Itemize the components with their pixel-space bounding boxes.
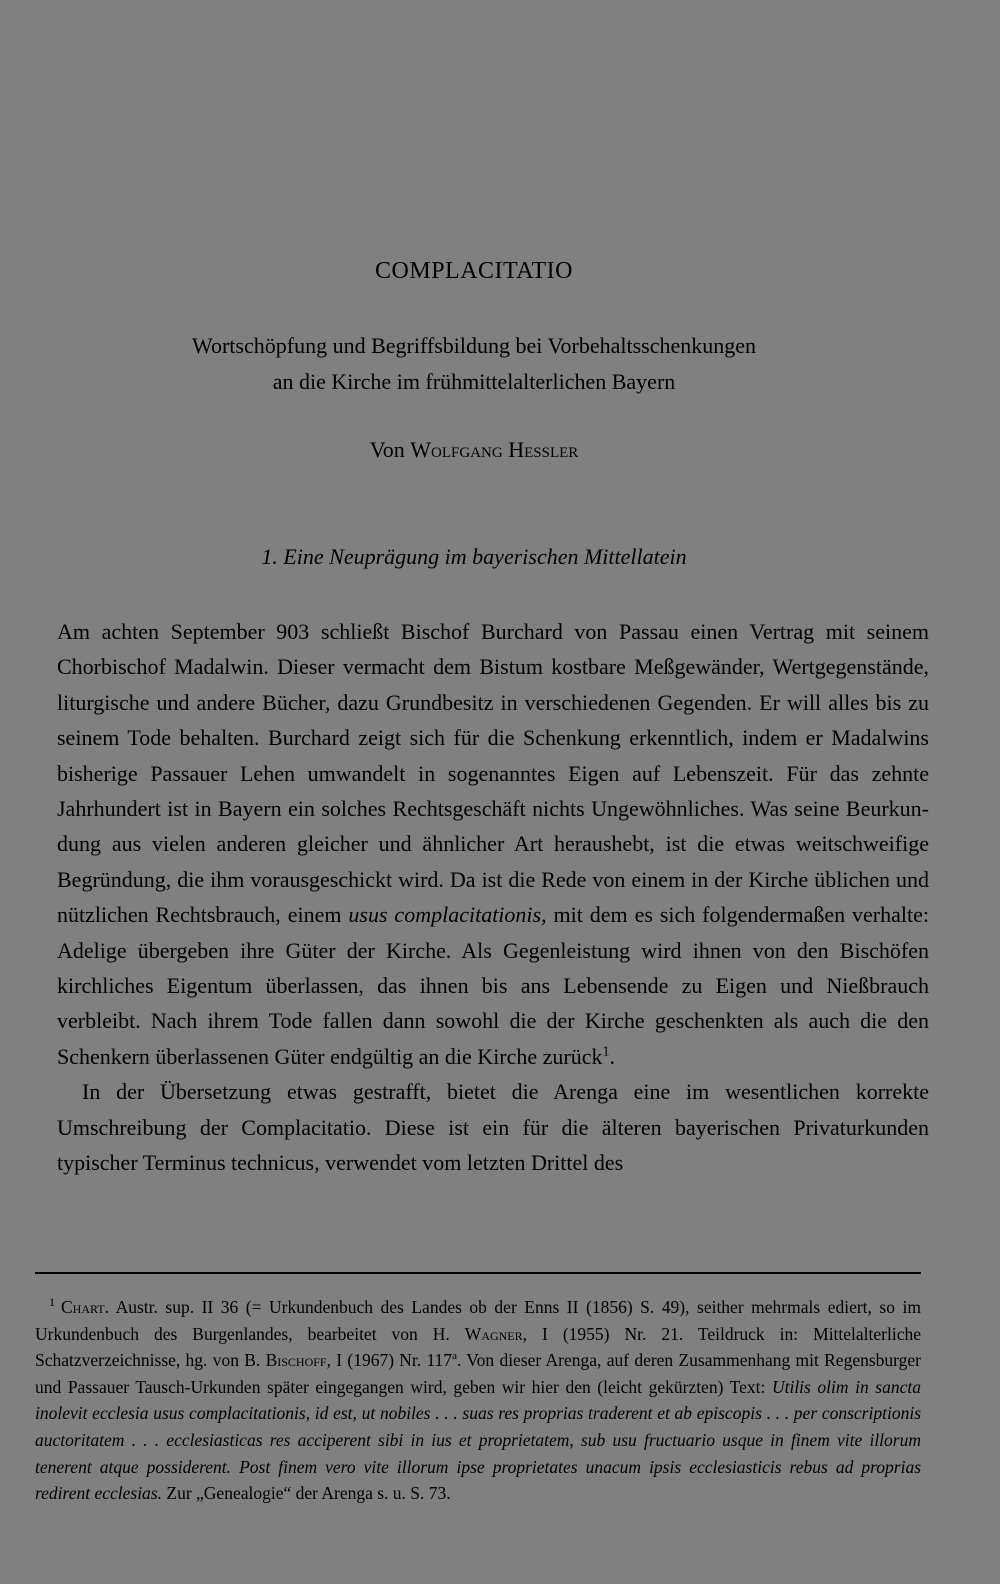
footnote-text-4: . Von dieser Arenga, auf deren Zusammenhang mit Regensburger und Passauer Tausch-Urkunden später eingegangen wird, geben wir hier den (leicht gekürzten) Text: — [35, 1350, 922, 1397]
footnote-reference[interactable]: 1 — [602, 1044, 610, 1060]
paragraph-1-text-a: Am achten September 903 schließt Bischof Burchard von Passau einen Vertrag mit seinem Chorbischof Madalwin. Dieser vermacht dem Bistum kostbare Meßgewänder, Wertgegenstände, liturgische und andere Bücher, dazu Grundbesitz in verschiedenen Gegenden. Er will alles bis zu seinem Tode behalten. Burchard zeigt sich für die Schenkung erkenntlich, indem er Madalwins bisherige Passauer Lehen umwandelt in sogenanntes Eigen auf Lebenszeit. Für das zehnte Jahrhundert ist in Bayern ein solches Rechtsgeschäft nichts Ungewöhnliches. Was seine Beurkundung aus vielen anderen gleicher und ähnlicher Art heraushebt, ist die etwas weitschweifige Begründung, die ihm vorausgeschickt wird. Da ist die Rede von einem in der Kirche üblichen und nützlichen Rechtsbrauch, einem — [57, 619, 929, 928]
author-prefix: Von — [369, 437, 405, 462]
footnote-author-wagner: Wagner — [464, 1323, 523, 1344]
subtitle-line-2: an die Kirche im frühmittelalterlichen Bayern — [272, 369, 676, 394]
footnote-text-1: Austr. sup. II 36 (= Urkundenbuch des Landes ob der Enns II (1856) S. 49), seither mehrmals ediert, so im Urkundenbuch des Burgenlandes, bearbeitet von H. — [35, 1297, 921, 1344]
footnote-divider — [35, 1272, 921, 1274]
footnote-text-3: , I (1967) Nr. 117 — [326, 1350, 453, 1371]
article-subtitle — [0, 328, 948, 400]
author-line — [0, 437, 948, 463]
body-text — [57, 614, 929, 1181]
author-name: Wolfgang Hessler — [410, 437, 579, 462]
subtitle-line-1: Wortschöpfung und Begriffsbildung bei Vorbehaltsschenkungen — [191, 333, 757, 358]
paragraph-1 — [57, 614, 929, 1074]
footnote-1 — [35, 1294, 921, 1507]
paragraph-2: In der Übersetzung etwas gestrafft, bietet die Arenga eine im wesentlichen korrekte Umschreibung der Complacitatio. Diese ist ein für die älteren bayerischen Privaturkunden typischer Terminus technicus, verwendet vom letzten Drittel des — [57, 1079, 929, 1176]
footnote-number: 1 — [49, 1295, 55, 1310]
footnote-text-2: , I (1955) Nr. 21. Teildruck in: Mittelalterliche Schatzverzeichnisse, hg. von B. — [35, 1323, 922, 1371]
paragraph-1-end: . — [609, 1043, 616, 1069]
footnote-chart-abbrev: Chart. — [61, 1297, 109, 1317]
footnote-author-bischoff: Bischoff — [265, 1350, 327, 1371]
paragraph-1-text-b: mit dem es sich folgendermaßen verhalte: Adelige übergeben ihre Güter der Kirche. Als Gegenleistung wird ihnen von den Bischöfen kirchliches Eigentum überlassen, das ihnen bis ans Lebensende zu Eigen und Nießbrauch verbleibt. Nach ihrem Tode fallen dann sowohl die der Kirche geschenkten als auch die den Schenkern überlassenen Güter endgültig an die Kirche zurück — [57, 902, 929, 1069]
article-title: COMPLACITATIO — [375, 258, 573, 284]
footnote-text-5: Zur „Genealogie“ der Arenga s. u. S. 73. — [166, 1483, 451, 1504]
footnote-latin-quote: Utilis olim in sancta inolevit ecclesia usus complacitationis, id est, ut nobiles . . . suas res proprias traderent et ab episcopis . . . per conscriptionis auctoritatem . . . ecclesiasticas res acciperent sibi in ius et proprietatem, sub usu fructuario usque in finem vite illorum tenerent atque possiderent. Post finem vero vite illorum ipse proprietates unacum ipsis ecclesiasticis rebus ad proprias redirent ecclesias. — [35, 1376, 921, 1504]
section-heading: 1. Eine Neuprägung im bayerischen Mittellatein — [261, 544, 687, 569]
paragraph-1-italic-term: usus complacitationis, — [348, 902, 547, 928]
footnote-superscript-a: a — [452, 1350, 457, 1363]
